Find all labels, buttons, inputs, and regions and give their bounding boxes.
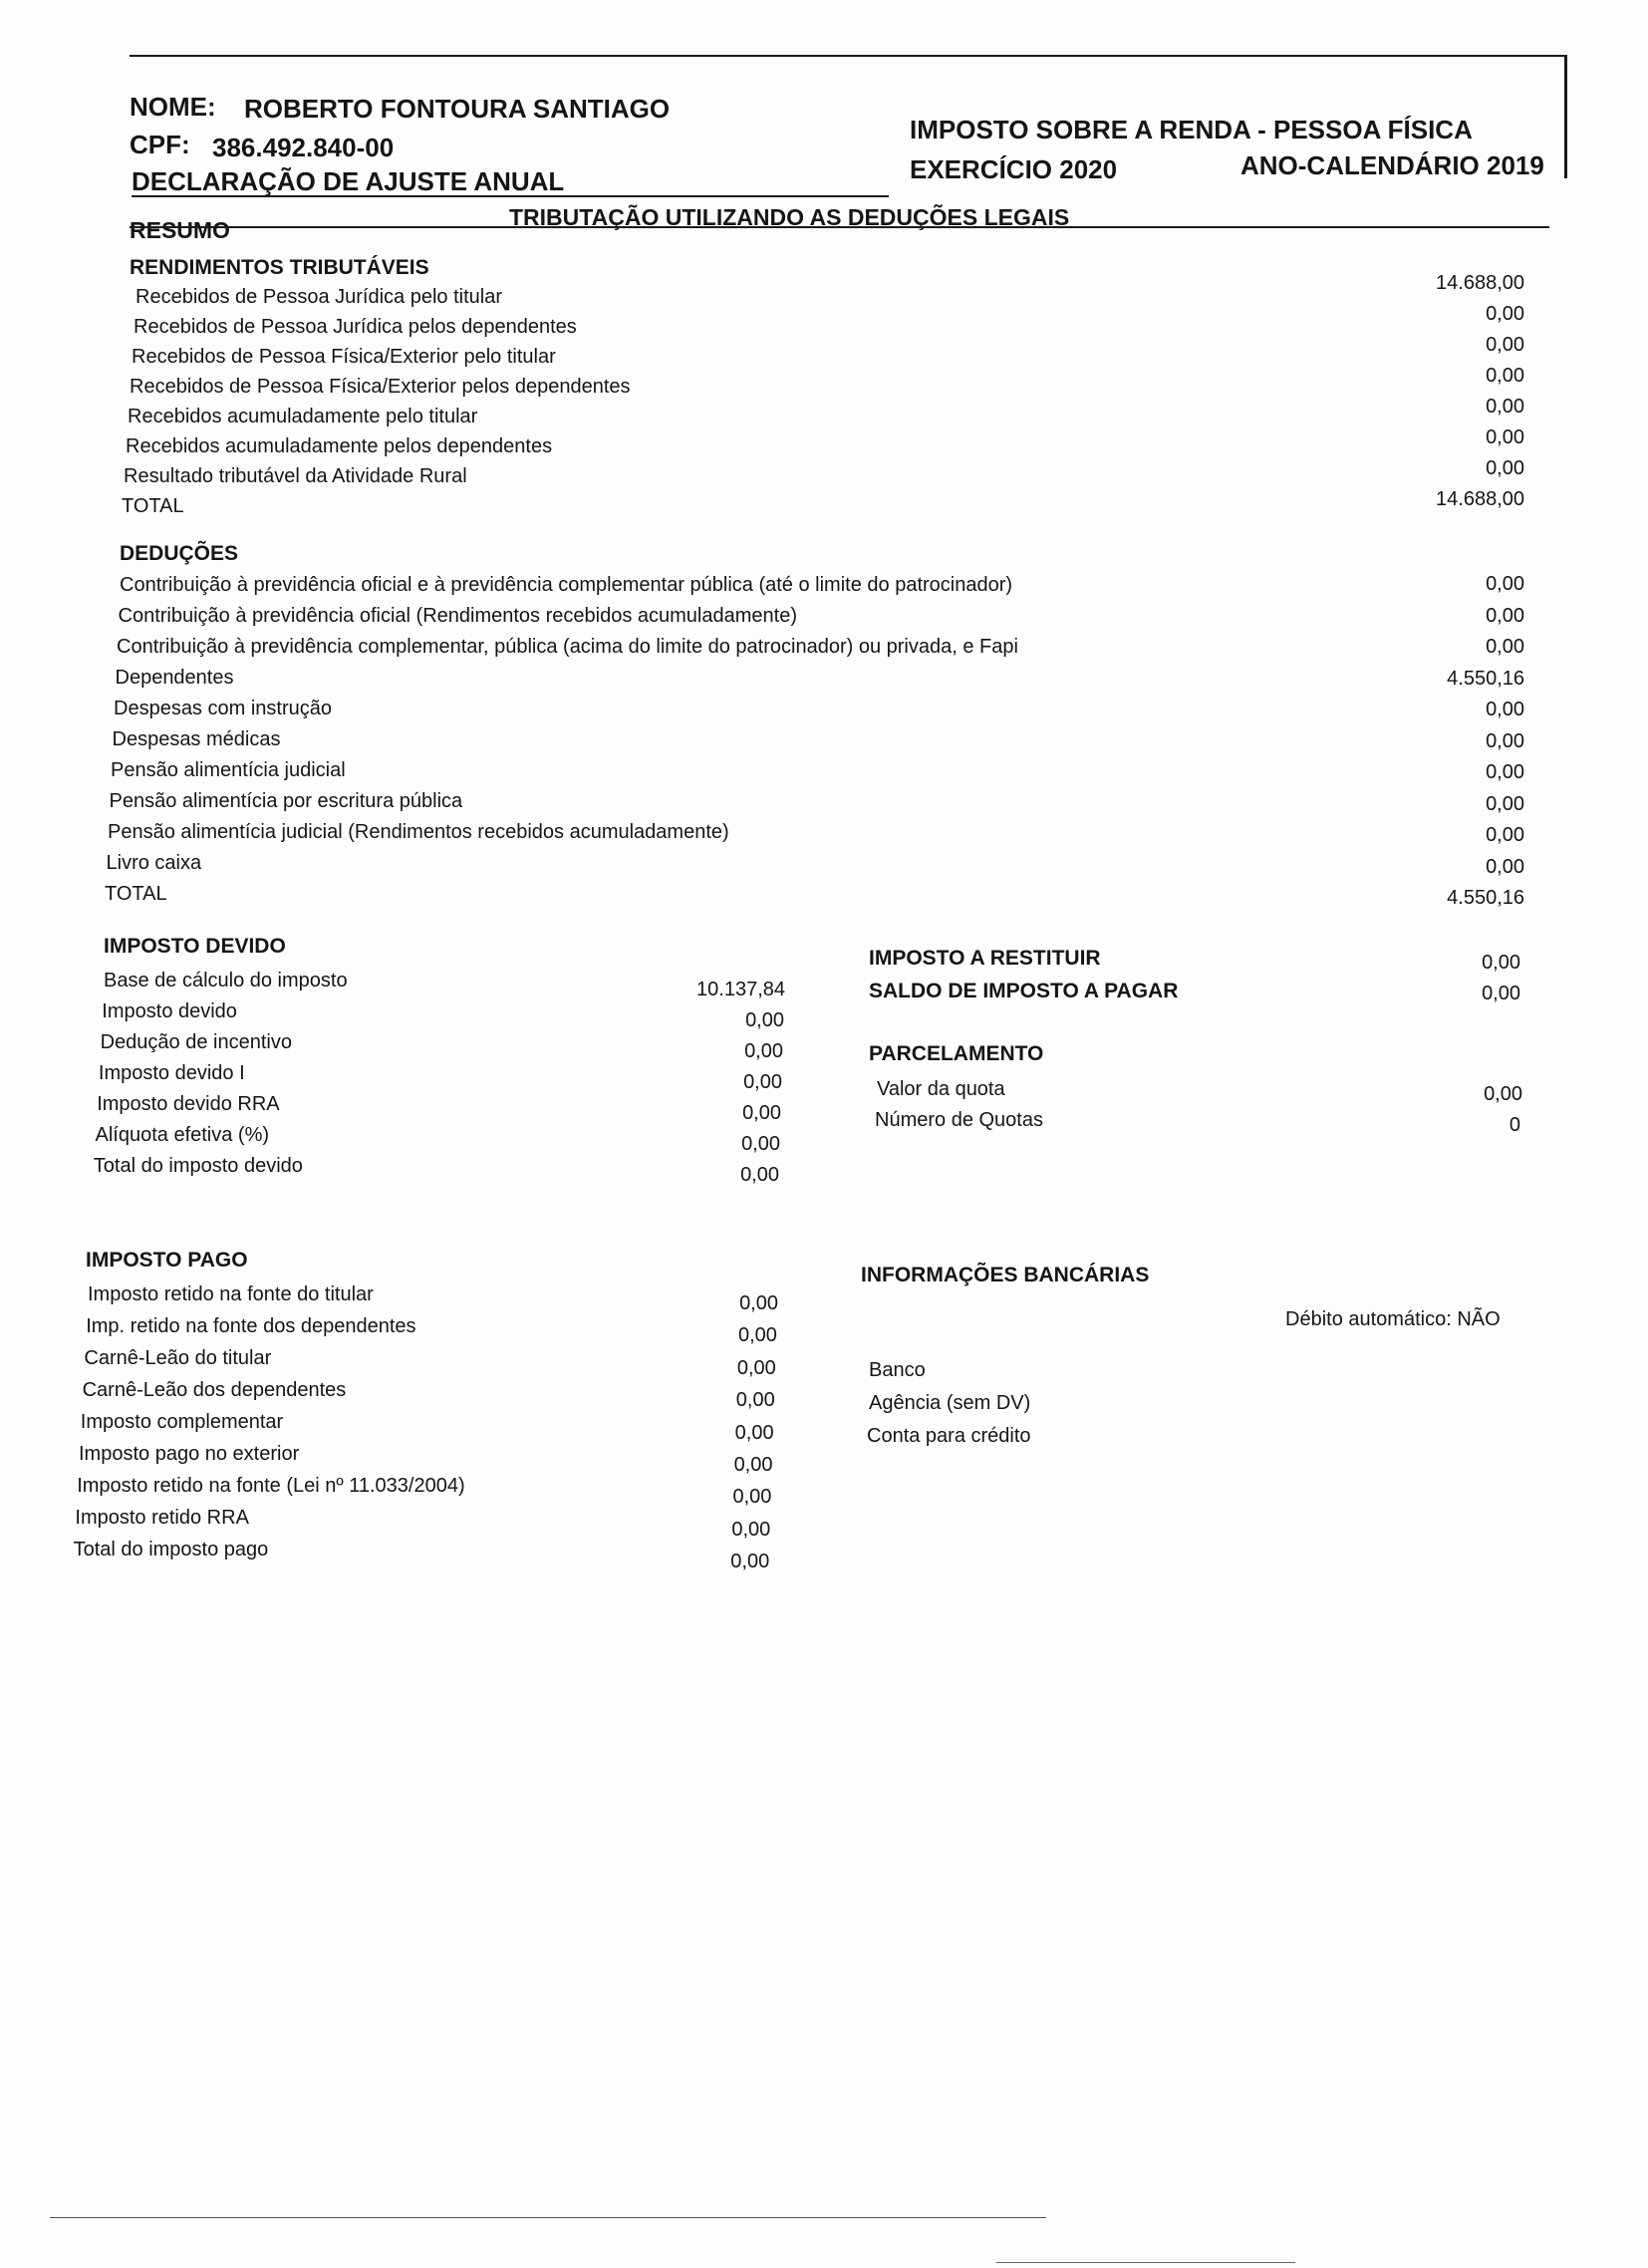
imposto_devido-row-label: Imposto devido	[102, 1000, 237, 1022]
imposto_pago-row-value: 0,00	[731, 1518, 771, 1541]
rendimentos-row-value: 0,00	[1486, 457, 1524, 479]
deducoes-row-label: TOTAL	[105, 883, 167, 905]
rendimentos-title: RENDIMENTOS TRIBUTÁVEIS	[130, 256, 429, 279]
deducoes-row-label: Pensão alimentícia judicial (Rendimentos recebidos acumuladamente)	[108, 821, 729, 843]
saldo-label: SALDO DE IMPOSTO A PAGAR	[869, 980, 1179, 1002]
bottom-edge-line	[50, 2217, 1046, 2218]
imposto_devido-row-value: 0,00	[742, 1102, 781, 1124]
deducoes-row-label: Pensão alimentícia judicial	[111, 759, 346, 781]
rendimentos-row-value: 0,00	[1486, 365, 1524, 387]
deducoes-row-value: 0,00	[1486, 636, 1524, 658]
deducoes-row-label: Despesas com instrução	[114, 698, 332, 719]
deducoes-row-label: Contribuição à previdência oficial (Rendimentos recebidos acumuladamente)	[118, 605, 797, 627]
imposto_pago-row-value: 0,00	[732, 1486, 772, 1509]
imposto_pago-row-label: Imposto retido na fonte (Lei nº 11.033/2004)	[77, 1475, 465, 1497]
deducoes-row-value: 4.550,16	[1447, 887, 1524, 909]
resumo-label: RESUMO	[130, 217, 230, 243]
imposto-title: IMPOSTO SOBRE A RENDA - PESSOA FÍSICA	[910, 115, 1473, 144]
deducoes-row-value: 4.550,16	[1447, 667, 1524, 690]
declaracao-title: DECLARAÇÃO DE AJUSTE ANUAL	[132, 166, 565, 196]
imposto_pago-row-label: Imposto complementar	[80, 1411, 284, 1433]
imposto_devido-row-label: Dedução de incentivo	[100, 1031, 292, 1053]
numero-quotas-value: 0	[1509, 1114, 1520, 1136]
ano-calendario: ANO-CALENDÁRIO 2019	[1240, 150, 1544, 180]
deducoes-row-label: Dependentes	[115, 667, 234, 689]
resumo-divider	[130, 226, 1549, 228]
imposto_pago-row-label: Carnê-Leão do titular	[84, 1347, 272, 1369]
exercicio: EXERCÍCIO 2020	[910, 154, 1118, 184]
numero-quotas-label: Número de Quotas	[875, 1109, 1043, 1131]
rendimentos-row-value: 0,00	[1486, 303, 1524, 325]
nome-label: NOME:	[130, 92, 216, 122]
imposto_devido-row-label: Imposto devido I	[98, 1062, 245, 1084]
deducoes-row-value: 0,00	[1486, 792, 1524, 815]
deducoes-row-label: Livro caixa	[106, 852, 202, 874]
cpf-value: 386.492.840-00	[212, 133, 395, 162]
rendimentos-row-label: Recebidos de Pessoa Física/Exterior pelo titular	[132, 346, 556, 368]
imposto_pago-row-value: 0,00	[734, 1421, 774, 1444]
rendimentos-row-value: 0,00	[1486, 426, 1524, 448]
deducoes-row-value: 0,00	[1486, 729, 1524, 752]
deducoes-row-label: Contribuição à previdência oficial e à previdência complementar pública (até o limite do patrocinador)	[120, 574, 1013, 596]
deducoes-row-value: 0,00	[1486, 761, 1524, 783]
imposto_pago-row-value: 0,00	[737, 1324, 777, 1347]
imposto_pago-row-label: Imposto pago no exterior	[79, 1443, 300, 1465]
bancarias-title: INFORMAÇÕES BANCÁRIAS	[861, 1264, 1150, 1286]
rendimentos-row-label: Recebidos acumuladamente pelos dependentes	[126, 435, 553, 457]
saldo-value: 0,00	[1482, 983, 1520, 1004]
imposto_pago-row-value: 0,00	[733, 1454, 773, 1476]
imposto_pago-row-label: Carnê-Leão dos dependentes	[82, 1379, 347, 1401]
imposto-restituir-label: IMPOSTO A RESTITUIR	[869, 947, 1101, 970]
imposto-restituir-value: 0,00	[1482, 952, 1520, 974]
deducoes-title: DEDUÇÕES	[120, 542, 239, 565]
imposto_pago-row-value: 0,00	[736, 1356, 776, 1379]
deducoes-row-label: Despesas médicas	[112, 728, 281, 750]
imposto_devido-row-label: Base de cálculo do imposto	[104, 970, 348, 992]
imposto_pago-row-value: 0,00	[739, 1292, 778, 1314]
valor-quota-label: Valor da quota	[877, 1078, 1005, 1100]
deducoes-row-label: Contribuição à previdência complementar, pública (acima do limite do patrocinador) ou privada, e Fapi	[117, 636, 1018, 658]
bottom-edge-line-2	[996, 2262, 1295, 2263]
deducoes-row-value: 0,00	[1486, 699, 1524, 720]
banco-label: Banco	[869, 1359, 926, 1381]
imposto_devido-row-value: 0,00	[741, 1133, 780, 1155]
deducoes-row-value: 0,00	[1486, 604, 1524, 627]
imposto_devido-row-value: 0,00	[745, 1009, 784, 1031]
imposto_pago-row-label: Imposto retido na fonte do titular	[88, 1283, 374, 1305]
imposto_pago-row-label: Total do imposto pago	[73, 1539, 269, 1560]
imposto_devido-row-value: 0,00	[740, 1164, 779, 1186]
imposto_devido-row-value: 0,00	[744, 1040, 783, 1062]
cpf-label: CPF:	[130, 130, 190, 159]
imposto_devido-row-label: Imposto devido RRA	[97, 1093, 280, 1115]
rendimentos-row-value: 14.688,00	[1436, 272, 1524, 294]
imposto_pago-row-value: 0,00	[735, 1389, 775, 1412]
agencia-label: Agência (sem DV)	[869, 1392, 1031, 1414]
deducoes-row-value: 0,00	[1486, 855, 1524, 878]
rendimentos-row-label: Recebidos de Pessoa Jurídica pelo titular	[136, 286, 502, 308]
nome-value: ROBERTO FONTOURA SANTIAGO	[244, 94, 671, 124]
debito-automatico: Débito automático: NÃO	[1285, 1308, 1501, 1330]
imposto-pago-title: IMPOSTO PAGO	[86, 1249, 248, 1272]
rendimentos-row-value: 14.688,00	[1436, 488, 1524, 510]
rendimentos-row-label: Recebidos acumuladamente pelo titular	[128, 406, 478, 427]
deducoes-row-value: 0,00	[1486, 573, 1524, 595]
imposto-devido-title: IMPOSTO DEVIDO	[104, 935, 286, 958]
parcelamento-title: PARCELAMENTO	[869, 1042, 1044, 1065]
rendimentos-row-label: TOTAL	[122, 495, 184, 517]
imposto_pago-row-value: 0,00	[730, 1551, 770, 1573]
header-underline-left	[132, 195, 889, 197]
deducoes-row-value: 0,00	[1486, 824, 1524, 846]
imposto_devido-row-label: Alíquota efetiva (%)	[95, 1124, 270, 1146]
rendimentos-row-value: 0,00	[1486, 396, 1524, 418]
rendimentos-row-label: Recebidos de Pessoa Física/Exterior pelos dependentes	[130, 376, 631, 398]
imposto_pago-row-label: Imposto retido RRA	[75, 1507, 249, 1529]
rendimentos-row-label: Resultado tributável da Atividade Rural	[124, 465, 467, 487]
imposto_devido-row-value: 10.137,84	[696, 979, 785, 1000]
tributacao-label: TRIBUTAÇÃO UTILIZANDO AS DEDUÇÕES LEGAIS	[509, 204, 1070, 230]
conta-label: Conta para crédito	[867, 1425, 1031, 1447]
imposto_devido-row-value: 0,00	[743, 1071, 782, 1093]
valor-quota-value: 0,00	[1484, 1083, 1522, 1105]
rendimentos-row-value: 0,00	[1486, 334, 1524, 356]
deducoes-row-label: Pensão alimentícia por escritura pública	[109, 790, 463, 812]
imposto_pago-row-label: Imp. retido na fonte dos dependentes	[86, 1315, 416, 1337]
imposto_devido-row-label: Total do imposto devido	[93, 1155, 303, 1177]
rendimentos-row-label: Recebidos de Pessoa Jurídica pelos dependentes	[134, 316, 577, 338]
